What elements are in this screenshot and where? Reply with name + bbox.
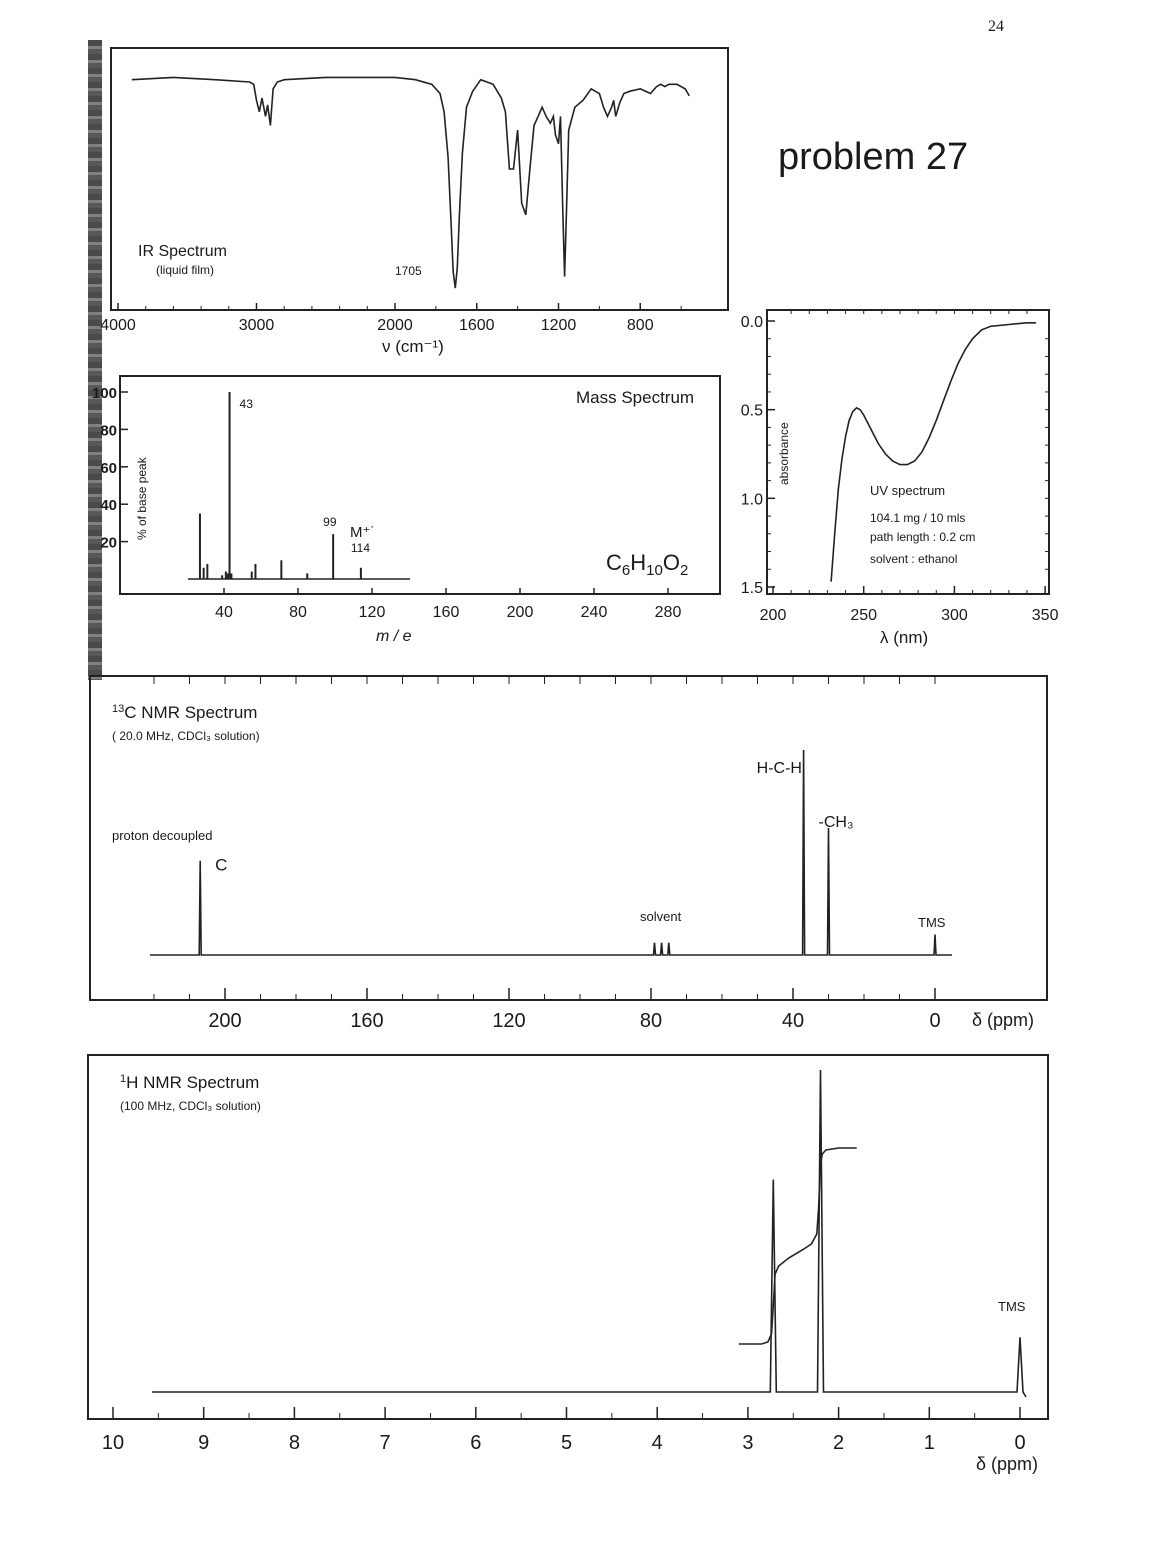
mass-x-tick-label: 240: [580, 604, 608, 621]
h1-x-tick-label: 2: [833, 1432, 845, 1454]
mass-x-tick-label: 200: [506, 604, 534, 621]
uv-y-tick-label: 1.5: [740, 580, 763, 597]
c13-x-tick-label: 80: [639, 1010, 663, 1032]
c13-peak-labels: [215, 760, 853, 875]
mass-spectrum-panel: [92, 376, 720, 645]
mass-bars: [200, 392, 370, 579]
ir-x-label: ν (cm⁻¹): [382, 337, 444, 356]
uv-x-tick-label: 300: [941, 607, 968, 624]
c13-nmr-panel: [90, 676, 1047, 1032]
h1-x-label: δ (ppm): [976, 1454, 1039, 1474]
mass-x-label: m / e: [376, 628, 412, 645]
h1-title-text: H NMR Spectrum: [126, 1073, 260, 1092]
uv-title: UV spectrum: [870, 483, 946, 498]
ir-title: IR Spectrum: [138, 243, 227, 260]
mass-peak-label: 99: [323, 515, 337, 530]
mass-x-tick-label: 160: [432, 604, 460, 621]
problem-title: problem 27: [778, 136, 969, 178]
c13-title-text: C NMR Spectrum: [124, 703, 258, 722]
mass-y-tick-label: 100: [91, 385, 117, 402]
h1-x-tick-label: 4: [651, 1432, 663, 1454]
h1-subtitle: (100 MHz, CDCl₃ solution): [120, 1099, 261, 1113]
ir-x-tick-label: 3000: [238, 317, 275, 334]
h1-x-tick-label: 5: [560, 1432, 573, 1454]
uv-y-tick-label: 0.0: [740, 314, 763, 331]
c13-x-tick-label: 200: [208, 1010, 242, 1032]
page-number: 24: [988, 18, 1004, 35]
uv-note-2: path length : 0.2 cm: [870, 530, 976, 544]
mass-formula-c: C: [606, 550, 622, 575]
c13-solvent-label: solvent: [640, 909, 682, 924]
uv-y-tick-label: 0.5: [740, 402, 763, 420]
h1-x-tick-label: 9: [198, 1432, 210, 1454]
mass-formula-h: H: [630, 550, 647, 575]
mass-formula-sub1: 6: [621, 562, 631, 579]
h1-x-tick-label: 6: [470, 1432, 482, 1454]
h1-tms-label: TMS: [998, 1299, 1026, 1314]
ir-x-tick-label: 2000: [377, 317, 413, 334]
c13-title-sup: 13: [112, 703, 125, 715]
h1-nmr-panel: [88, 1055, 1048, 1474]
mass-y-ticks: [92, 385, 128, 552]
uv-note-3: solvent : ethanol: [870, 552, 958, 566]
c13-x-tick-label: 40: [781, 1010, 805, 1032]
uv-x-label: λ (nm): [880, 628, 929, 647]
uv-x-tick-label: 250: [850, 607, 878, 624]
uv-y-tick-label: 1.0: [740, 491, 763, 509]
mass-peak-label: 43: [239, 397, 253, 411]
uv-y-label: absorbance: [777, 422, 791, 485]
mass-formula-sub2: 10: [646, 562, 663, 579]
mass-peak-label: 114: [350, 540, 371, 555]
ir-tick-labels: [100, 317, 653, 334]
h1-x-tick-label: 1: [923, 1432, 935, 1454]
c13-title: [112, 703, 257, 722]
c13-tms-label: TMS: [918, 915, 946, 930]
uv-x-tick-label: 350: [1031, 607, 1059, 624]
mass-formula-o: O: [662, 550, 680, 575]
mass-title: Mass Spectrum: [576, 388, 695, 407]
c13-frame: [90, 676, 1047, 1000]
ir-spectrum-panel: [100, 48, 728, 356]
mass-y-tick-label: 80: [100, 422, 117, 440]
c13-x-tick-label: 0: [929, 1010, 941, 1032]
ir-x-ticks: [118, 303, 681, 310]
uv-spectrum-panel: [741, 310, 1059, 647]
mass-formula-sub3: 2: [679, 562, 689, 579]
uv-note-1: 104.1 mg / 10 mls: [870, 511, 966, 525]
h1-x-tick-label: 3: [742, 1432, 754, 1454]
h1-x-tick-label: 0: [1014, 1432, 1026, 1454]
h1-x-tick-label: 7: [379, 1432, 391, 1454]
mass-y-tick-label: 60: [100, 459, 117, 477]
c13-spectrum-line: [150, 750, 952, 955]
mass-y-tick-label: 20: [100, 534, 117, 552]
ir-x-tick-label: 1200: [540, 317, 577, 334]
uv-x-tick-label: 200: [759, 607, 787, 624]
c13-peak-label-carbonyl: C: [215, 855, 228, 875]
c13-x-tick-label: 160: [350, 1010, 384, 1032]
h1-spectrum-line: [152, 1070, 1026, 1397]
ir-x-tick-label: 4000: [100, 317, 136, 334]
h1-ticks: [102, 1407, 1026, 1454]
c13-subtitle: ( 20.0 MHz, CDCl₃ solution): [112, 729, 260, 743]
mass-y-tick-label: 40: [100, 497, 117, 515]
c13-ticks: [154, 676, 941, 1032]
mass-formula: [606, 550, 688, 579]
ir-peak-label: 1705: [395, 264, 422, 278]
c13-peak-label-ch2: H-C-H: [756, 760, 802, 777]
mass-x-tick-label: 120: [358, 604, 386, 621]
h1-x-tick-label: 8: [288, 1432, 300, 1454]
mass-y-label: % of base peak: [135, 457, 149, 540]
ir-x-tick-label: 1600: [458, 317, 495, 334]
h1-title-sup: 1: [120, 1073, 127, 1085]
c13-note: proton decoupled: [112, 828, 213, 843]
mass-x-tick-label: 80: [289, 604, 307, 621]
h1-title: [120, 1073, 259, 1092]
mass-mplus-label: M⁺˙: [350, 524, 376, 541]
mass-x-tick-label: 280: [654, 604, 682, 621]
c13-x-label: δ (ppm): [972, 1010, 1035, 1030]
h1-x-tick-label: 10: [101, 1432, 125, 1454]
c13-peak-label-ch3: -CH₃: [818, 814, 854, 831]
mass-x-tick-label: 40: [215, 604, 233, 621]
ir-subtitle: (liquid film): [156, 263, 215, 277]
h1-integral-curve: [739, 1148, 857, 1344]
ir-x-tick-label: 800: [626, 317, 654, 334]
mass-x-ticks: [215, 588, 681, 621]
c13-x-tick-label: 120: [492, 1010, 526, 1032]
